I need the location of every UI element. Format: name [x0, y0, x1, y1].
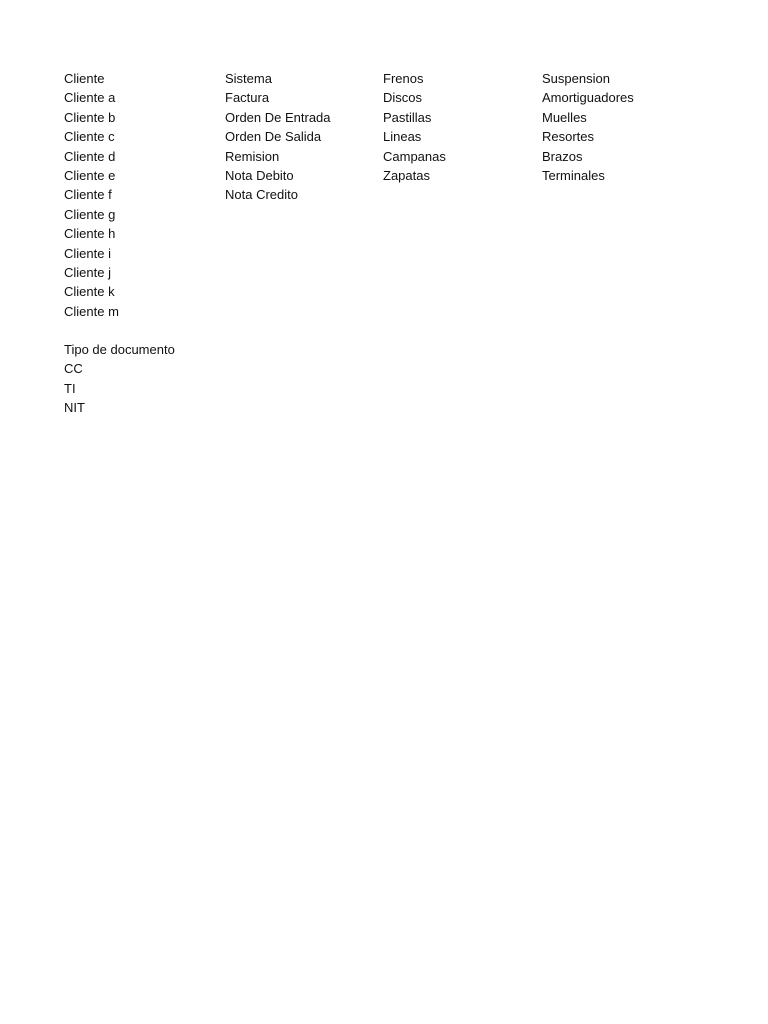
cliente-item: Cliente b — [64, 109, 116, 125]
clientes-list — [64, 69, 119, 321]
frenos-item: Campanas — [383, 148, 446, 164]
frenos-item: Pastillas — [383, 109, 432, 125]
suspension-item: Resortes — [542, 129, 595, 145]
sistema-item: Factura — [225, 90, 270, 106]
sistema-list — [225, 69, 331, 205]
cliente-item: Cliente i — [64, 245, 111, 261]
suspension-header: Suspension — [542, 71, 610, 86]
sistema-item: Remision — [225, 148, 280, 164]
frenos-item: Zapatas — [383, 167, 430, 183]
clientes-header: Cliente — [64, 71, 105, 86]
tipo-documento-item: TI — [64, 380, 76, 396]
sistema-item: Orden De Entrada — [225, 109, 331, 125]
sistema-item: Orden De Salida — [225, 129, 322, 145]
sistema-item: Nota Debito — [225, 167, 294, 183]
cliente-item: Cliente h — [64, 226, 116, 242]
suspension-list — [542, 69, 634, 185]
suspension-item: Terminales — [542, 167, 605, 183]
sistema-header: Sistema — [225, 71, 272, 86]
cliente-item: Cliente j — [64, 264, 111, 280]
tipo-documento-item: NIT — [64, 400, 85, 416]
suspension-item: Amortiguadores — [542, 90, 634, 106]
frenos-item: Discos — [383, 90, 423, 106]
suspension-item: Brazos — [542, 148, 583, 164]
frenos-list — [383, 69, 446, 185]
sistema-item: Nota Credito — [225, 187, 298, 203]
cliente-item: Cliente f — [64, 187, 112, 203]
frenos-item: Lineas — [383, 129, 422, 145]
frenos-header: Frenos — [383, 71, 424, 86]
tipo-documento-list — [64, 340, 175, 418]
cliente-item: Cliente g — [64, 206, 116, 222]
cliente-item: Cliente a — [64, 90, 116, 106]
cliente-item: Cliente d — [64, 148, 116, 164]
tipo-documento-item: CC — [64, 361, 83, 377]
cliente-item: Cliente k — [64, 284, 115, 300]
suspension-item: Muelles — [542, 109, 587, 125]
cliente-item: Cliente m — [64, 303, 119, 319]
tipo-documento-header: Tipo de documento — [64, 342, 175, 357]
cliente-item: Cliente c — [64, 129, 115, 145]
cliente-item: Cliente e — [64, 167, 116, 183]
